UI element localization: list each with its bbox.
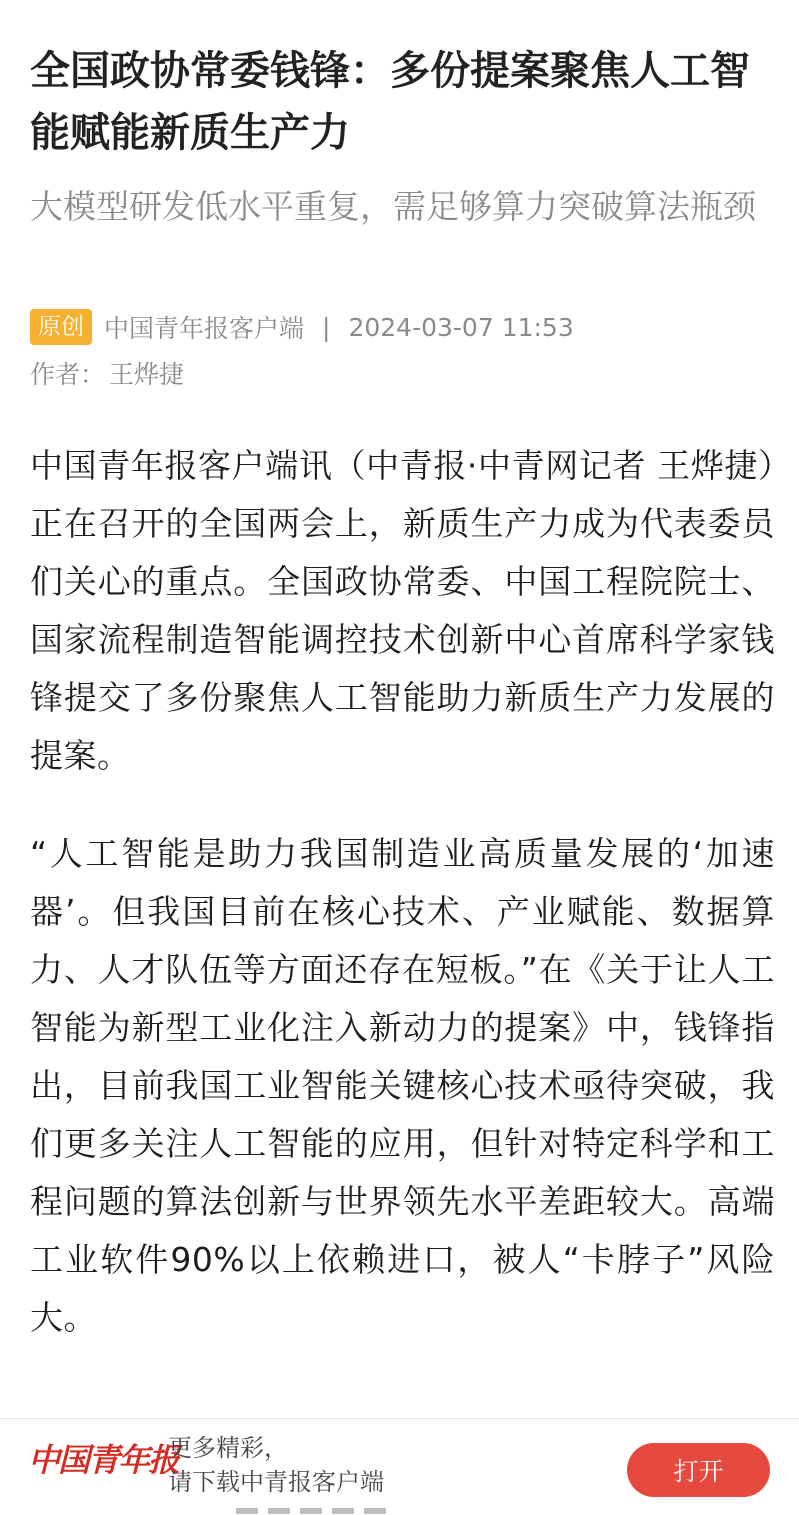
original-badge: 原创	[30, 309, 92, 345]
article-subtitle: 大模型研发低水平重复，需足够算力突破算法瓶颈	[30, 187, 756, 226]
article-paragraph: “人工智能是助力我国制造业高质量发展的‘加速器’。但我国目前在核心技术、产业赋能、数据算力、人才队伍等方面还存在短板。”在《关于让人工智能为新型工业化注入新动力的提案》中，钱锋指出，目前我国工业智能关键核心技术亟待突破，我们更多关注人工智能的应用，但针对特定科学和工程问题的算法创新与世界领先水平差距较大。高端工业软件90%以上依赖进口，被人“卡脖子”风险大。	[30, 834, 775, 1337]
article-title: 全国政协常委钱锋：多份提案聚焦人工智能赋能新质生产力	[30, 48, 750, 156]
publish-datetime: 2024-03-07 11:53	[348, 312, 574, 342]
promo-line-1: 更多精彩，	[168, 1434, 288, 1462]
article-paragraph: 中国青年报客户端讯（中青报·中青网记者 王烨捷）正在召开的全国两会上，新质生产力成为代表委员们关心的重点。全国政协常委、中国工程院院士、国家流程制造智能调控技术创新中心首席科学家钱锋提交了多份聚焦人工智能助力新质生产力发展的提案。	[30, 446, 775, 775]
download-promo	[168, 1431, 384, 1499]
source-name[interactable]: 中国青年报客户端	[104, 314, 305, 343]
meta-separator: |	[322, 312, 331, 342]
cyd-logo: 中国青年报	[28, 1441, 179, 1479]
next-content-peek	[236, 1508, 386, 1514]
open-app-button[interactable]: 打开	[627, 1443, 770, 1497]
author-line	[30, 355, 184, 391]
author-label: 作者：	[30, 360, 106, 389]
download-banner	[0, 1418, 799, 1515]
article-meta	[30, 308, 574, 346]
author-name: 王烨捷	[109, 360, 185, 389]
promo-line-2: 请下载中青报客户端	[168, 1468, 384, 1496]
